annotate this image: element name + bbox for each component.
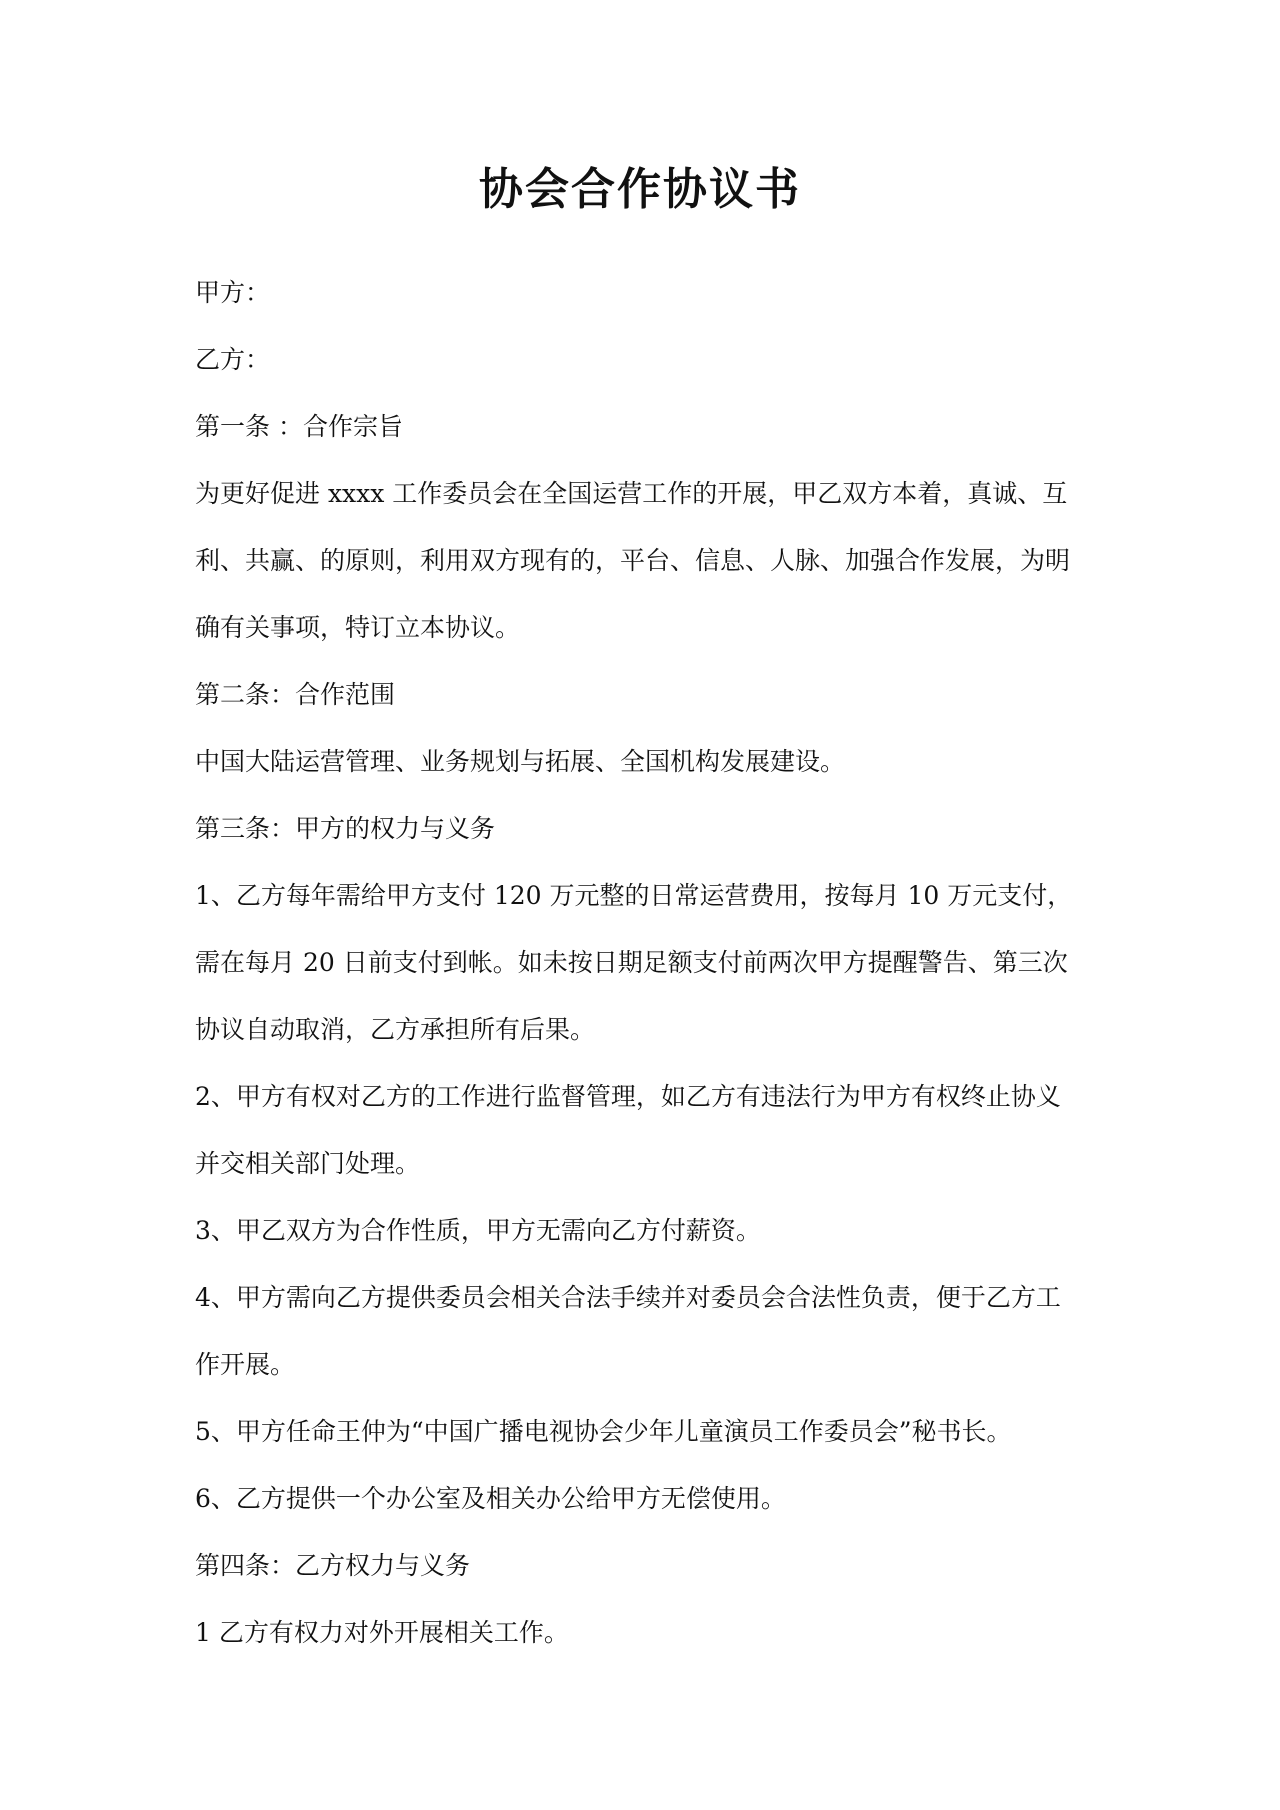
clause-line: 6、乙方提供一个办公室及相关办公给甲方无偿使用。: [195, 1484, 786, 1513]
clause-line: 1、乙方每年需给甲方支付 120 万元整的日常运营费用，按每月 10 万元支付，: [195, 881, 1073, 910]
clause-line: 3、甲乙双方为合作性质，甲方无需向乙方付薪资。: [195, 1216, 761, 1245]
article-2-heading: 第二条：合作范围: [195, 680, 396, 709]
party-b-line: 乙方：: [195, 345, 271, 374]
clause-line: 1 乙方有权力对外开展相关工作。: [195, 1618, 569, 1647]
document-title: 协会合作协议书: [479, 164, 801, 215]
article-3-heading: 第三条：甲方的权力与义务: [195, 814, 496, 843]
clause-line: 协议自动取消，乙方承担所有后果。: [195, 1015, 596, 1044]
clause-line: 作开展。: [195, 1350, 296, 1379]
paragraph-line: 为更好促进 xxxx 工作委员会在全国运营工作的开展，甲乙双方本着，真诚、互: [195, 479, 1068, 508]
paragraph-line: 确有关事项，特订立本协议。: [195, 613, 521, 642]
party-a-line: 甲方：: [195, 278, 271, 307]
article-1-heading: 第一条 ：合作宗旨: [195, 412, 403, 441]
document-body: [195, 270, 1095, 1677]
clause-line: 5、甲方任命王仲为“中国广播电视协会少年儿童演员工作委员会”秘书长。: [195, 1417, 1012, 1446]
clause-line: 4、甲方需向乙方提供委员会相关合法手续并对委员会合法性负责，便于乙方工: [195, 1283, 1061, 1312]
clause-line: 需在每月 20 日前支付到帐。如未按日期足额支付前两次甲方提醒警告、第三次: [195, 948, 1068, 977]
paragraph-line: 中国大陆运营管理、业务规划与拓展、全国机构发展建设。: [195, 747, 846, 776]
clause-line: 并交相关部门处理。: [195, 1149, 421, 1178]
article-4-heading: 第四条：乙方权力与义务: [195, 1551, 471, 1580]
clause-line: 2、甲方有权对乙方的工作进行监督管理，如乙方有违法行为甲方有权终止协义: [195, 1082, 1061, 1111]
paragraph-line: 利、共赢、的原则，利用双方现有的，平台、信息、人脉、加强合作发展，为明: [195, 546, 1071, 575]
